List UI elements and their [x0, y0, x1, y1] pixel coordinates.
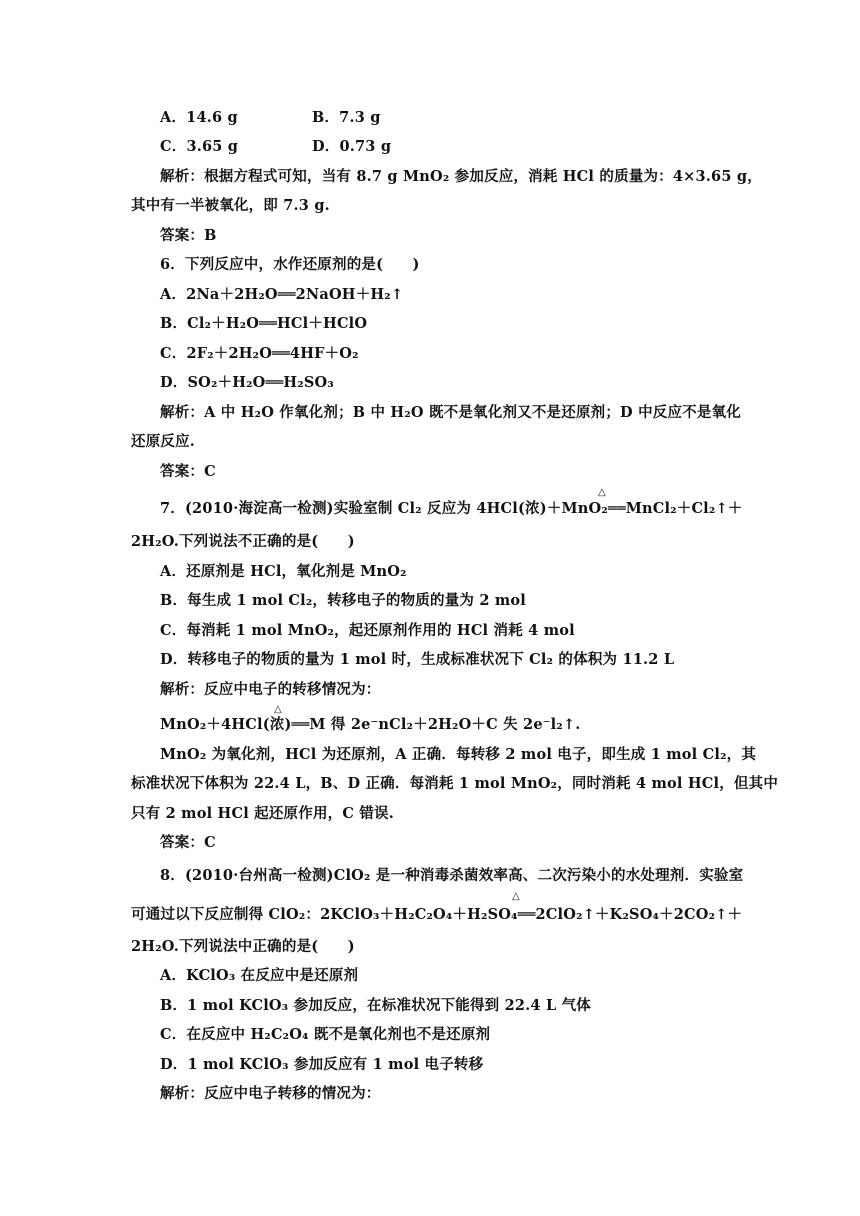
q7-equation-heat-symbol: △	[274, 704, 282, 715]
q6-analysis-line-1: 解析：A 中 H₂O 作氧化剂；B 中 H₂O 既不是氧化剂又不是还原剂；D 中反应不是氧化	[160, 404, 741, 421]
q7-answer: 答案：C	[160, 834, 216, 851]
q6-option-d: D．SO₂＋H₂O══H₂SO₃	[160, 374, 334, 391]
q6-option-c: C．2F₂＋2H₂O══4HF＋O₂	[160, 345, 359, 362]
q5-analysis-line-2: 其中有一半被氧化，即 7.3 g.	[131, 197, 330, 214]
q7-heat-symbol: △	[598, 487, 606, 498]
q6-stem: 6．下列反应中，水作还原剂的是( )	[160, 256, 420, 273]
q7-option-c: C．每消耗 1 mol MnO₂，起还原剂作用的 HCl 消耗 4 mol	[160, 622, 575, 639]
q7-stem-line-2: 2H₂O.下列说法不正确的是( )	[131, 533, 355, 550]
q6-analysis-line-2: 还原反应.	[131, 433, 196, 450]
q5-option-a: A．14.6 g	[160, 109, 238, 126]
q6-option-b: B．Cl₂＋H₂O══HCl＋HClO	[160, 315, 368, 332]
q7-analysis-head: 解析：反应中电子的转移情况为：	[160, 681, 381, 698]
q7-equation: MnO₂＋4HCl(浓)══M 得 2e⁻nCl₂＋2H₂O＋C 失 2e⁻l₂↑.	[160, 716, 581, 733]
q8-heat-symbol: △	[512, 891, 520, 902]
q8-option-a: A．KClO₃ 在反应中是还原剂	[160, 967, 359, 984]
q7-analysis-line-2: 标准状况下体积为 22.4 L，B、D 正确．每消耗 1 mol MnO₂，同时消耗 4 mol HCl，但其中	[131, 775, 779, 792]
q8-stem-line-1: 8．(2010·台州高一检测)ClO₂ 是一种消毒杀菌效率高、二次污染小的水处理剂．实验室	[160, 867, 744, 884]
q7-analysis-line-1: MnO₂ 为氧化剂，HCl 为还原剂，A 正确．每转移 2 mol 电子，即生成 1 mol Cl₂，其	[160, 746, 757, 763]
q8-option-d: D．1 mol KClO₃ 参加反应有 1 mol 电子转移	[160, 1056, 484, 1073]
q6-answer: 答案：C	[160, 463, 216, 480]
q5-option-c: C．3.65 g	[160, 138, 239, 155]
q7-option-a: A．还原剂是 HCl，氧化剂是 MnO₂	[160, 563, 407, 580]
q5-answer: 答案：B	[160, 227, 217, 244]
q7-analysis-line-3: 只有 2 mol HCl 起还原作用，C 错误.	[131, 805, 394, 822]
q7-stem-line-1: 7．(2010·海淀高一检测)实验室制 Cl₂ 反应为 4HCl(浓)＋MnO₂══MnCl₂＋Cl₂↑＋	[160, 500, 743, 517]
q8-stem-line-3: 2H₂O.下列说法中正确的是( )	[131, 938, 355, 955]
q7-option-b: B．每生成 1 mol Cl₂，转移电子的物质的量为 2 mol	[160, 592, 527, 609]
q8-option-b: B．1 mol KClO₃ 参加反应，在标准状况下能得到 22.4 L 气体	[160, 997, 592, 1014]
q8-stem-line-2: 可通过以下反应制得 ClO₂：2KClO₃＋H₂C₂O₄＋H₂SO₄══2ClO₂↑＋K₂SO₄＋2CO₂↑＋	[131, 906, 743, 923]
q7-option-d: D．转移电子的物质的量为 1 mol 时，生成标准状况下 Cl₂ 的体积为 11.2 L	[160, 651, 675, 668]
q5-option-b: B．7.3 g	[312, 109, 381, 126]
q5-option-d: D．0.73 g	[312, 138, 392, 155]
q8-option-c: C．在反应中 H₂C₂O₄ 既不是氧化剂也不是还原剂	[160, 1026, 491, 1043]
q8-analysis-head: 解析：反应中电子转移的情况为：	[160, 1085, 381, 1102]
q5-analysis-line-1: 解析：根据方程式可知，当有 8.7 g MnO₂ 参加反应，消耗 HCl 的质量为：4×3.65 g，	[160, 168, 762, 185]
q6-option-a: A．2Na＋2H₂O══2NaOH＋H₂↑	[160, 286, 404, 303]
